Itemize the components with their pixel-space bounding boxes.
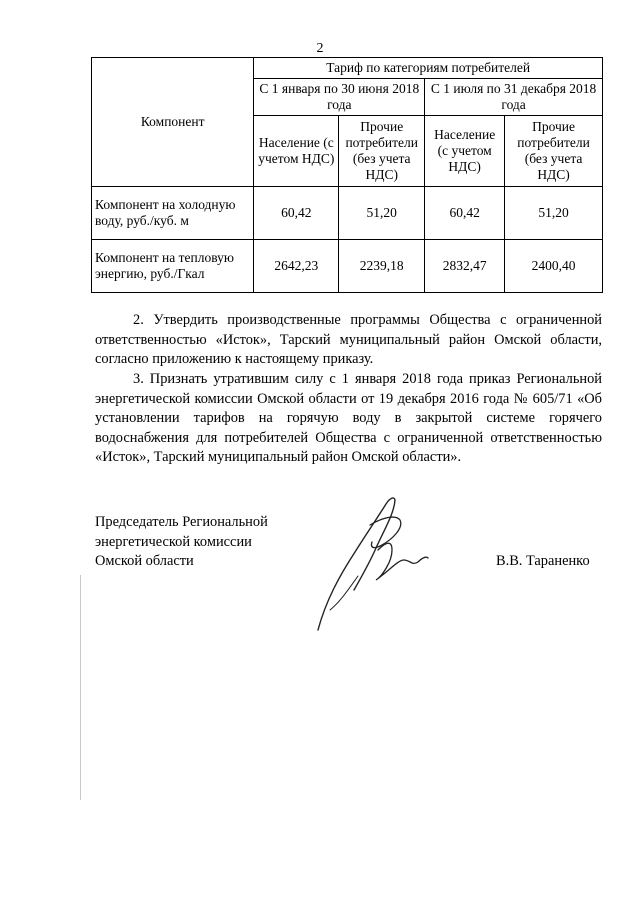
period-header: С 1 января по 30 июня 2018 года [254, 78, 425, 115]
table-cell: 60,42 [254, 186, 339, 239]
row-label: Компонент на тепловую энергию, руб./Гкал [92, 239, 254, 292]
table-cell: 2400,40 [505, 239, 603, 292]
category-header: Прочие потребители (без учета НДС) [505, 115, 603, 186]
handwritten-signature [300, 490, 430, 640]
category-header: Население (с учетом НДС) [254, 115, 339, 186]
signer-name: В.В. Тараненко [496, 553, 590, 569]
component-header: Компонент [92, 58, 254, 187]
paragraph: 2. Утвердить производственные программы Общества с ограниченной ответственностью «Исток», Тарский муниципальный район Омской области, согласно приложению к настоящему приказу. [95, 312, 602, 367]
signer-title-line: Омской области [95, 553, 194, 569]
category-header: Прочие потребители (без учета НДС) [339, 115, 425, 186]
scan-margin-line [80, 575, 81, 800]
period-header: С 1 июля по 31 декабря 2018 года [425, 78, 603, 115]
paragraph: 3. Признать утратившим силу с 1 января 2018 года приказ Региональной энергетической комиссии Омской области от 19 декабря 2016 года № 605/71 «Об установлении тарифов на горячую воду в закрытой системе горячего водоснабжения для потребителей Общества с ограниченной ответственностью «Исток», Тарский муниципальный район Омской области». [95, 371, 602, 465]
tariff-header: Тариф по категориям потребителей [254, 58, 603, 79]
table-row [92, 239, 603, 292]
signer-title-line: Председатель Региональной [95, 514, 268, 530]
table-row [92, 186, 603, 239]
table-cell: 2832,47 [425, 239, 505, 292]
signer-title-line: энергетической комиссии [95, 533, 252, 550]
table-cell: 51,20 [339, 186, 425, 239]
signer-title [95, 513, 268, 572]
row-label: Компонент на холодную воду, руб./куб. м [92, 186, 254, 239]
category-header: Население (с учетом НДС) [425, 115, 505, 186]
table-cell: 60,42 [425, 186, 505, 239]
table-cell: 2239,18 [339, 239, 425, 292]
tariff-table [91, 57, 603, 293]
page-number: 2 [316, 41, 324, 56]
table-cell: 51,20 [505, 186, 603, 239]
table-cell: 2642,23 [254, 239, 339, 292]
